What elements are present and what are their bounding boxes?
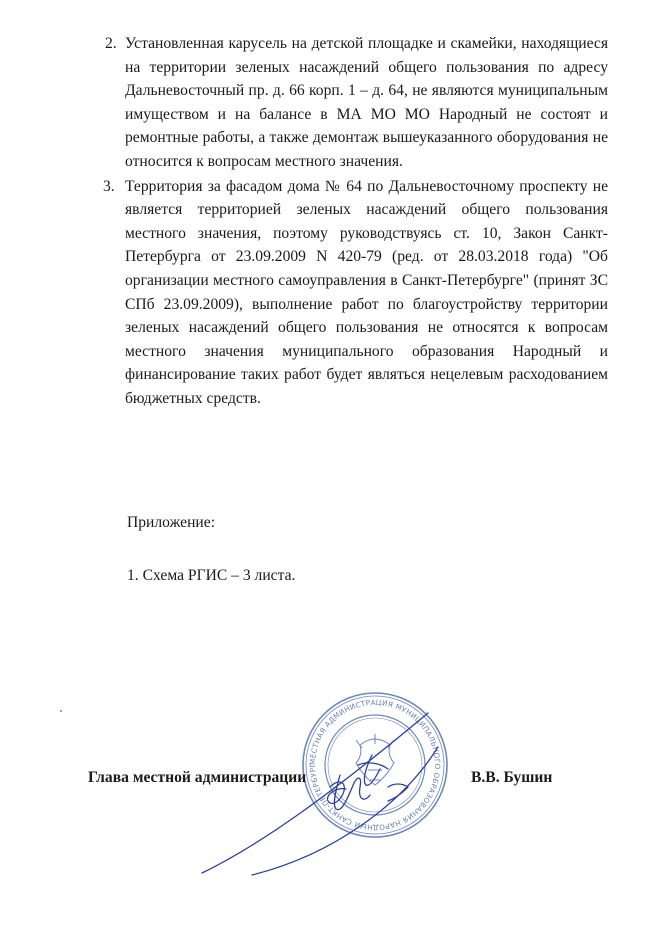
handwritten-signature-icon bbox=[190, 705, 450, 890]
numbered-list bbox=[103, 32, 608, 412]
list-item bbox=[103, 175, 608, 411]
list-item-text: Установленная карусель на детской площадке и скамейки, находящиеся на территории зеленых насаждений общего пользования по адресу Дальневосточный пр. д. 66 корп. 1 – д. 64, не являются муниципальным имуществом и на балансе в МА МО МО Народный не состоят и ремонтные работы, а также демонтаж вышеуказанного оборудования не относится к вопросам местного значения. bbox=[125, 35, 608, 170]
list-item-text: Территория за фасадом дома № 64 по Дальневосточному проспекту не является территорией зеленых насаждений общего пользования местного значения, поэтому руководствуясь ст. 10, Закон Санкт-Петербурга от 23.09.2009 N 420-79 (ред. от 28.03.2018 года) "Об организации местного самоуправления в Санкт-Петербурге" (принят ЗС СПб 23.09.2009), выполнение работ по благоустройству территории зеленых насаждений общего пользования не относятся к вопросам местного значения муниципального образования Народный и финансирование таких работ будет являться нецелевым расходованием бюджетных средств. bbox=[125, 177, 608, 407]
appendix-title: Приложение: bbox=[127, 514, 216, 531]
scan-speck bbox=[60, 710, 62, 712]
list-item bbox=[103, 32, 608, 174]
list-item-number: 3. bbox=[103, 177, 115, 195]
signatory-position: Глава местной администрации bbox=[88, 769, 307, 786]
signatory-name: В.В. Бушин bbox=[471, 769, 553, 786]
list-item-number: 2. bbox=[105, 35, 117, 52]
stamp-ring-text: МЕСТНАЯ АДМИНИСТРАЦИЯ МУНИЦИПАЛЬНОГО ОБРАЗОВАНИЯ НАРОДНЫЙ САНКТ-ПЕТЕРБУРГ bbox=[307, 697, 443, 833]
appendix-item: 1. Схема РГИС – 3 листа. bbox=[127, 567, 296, 584]
